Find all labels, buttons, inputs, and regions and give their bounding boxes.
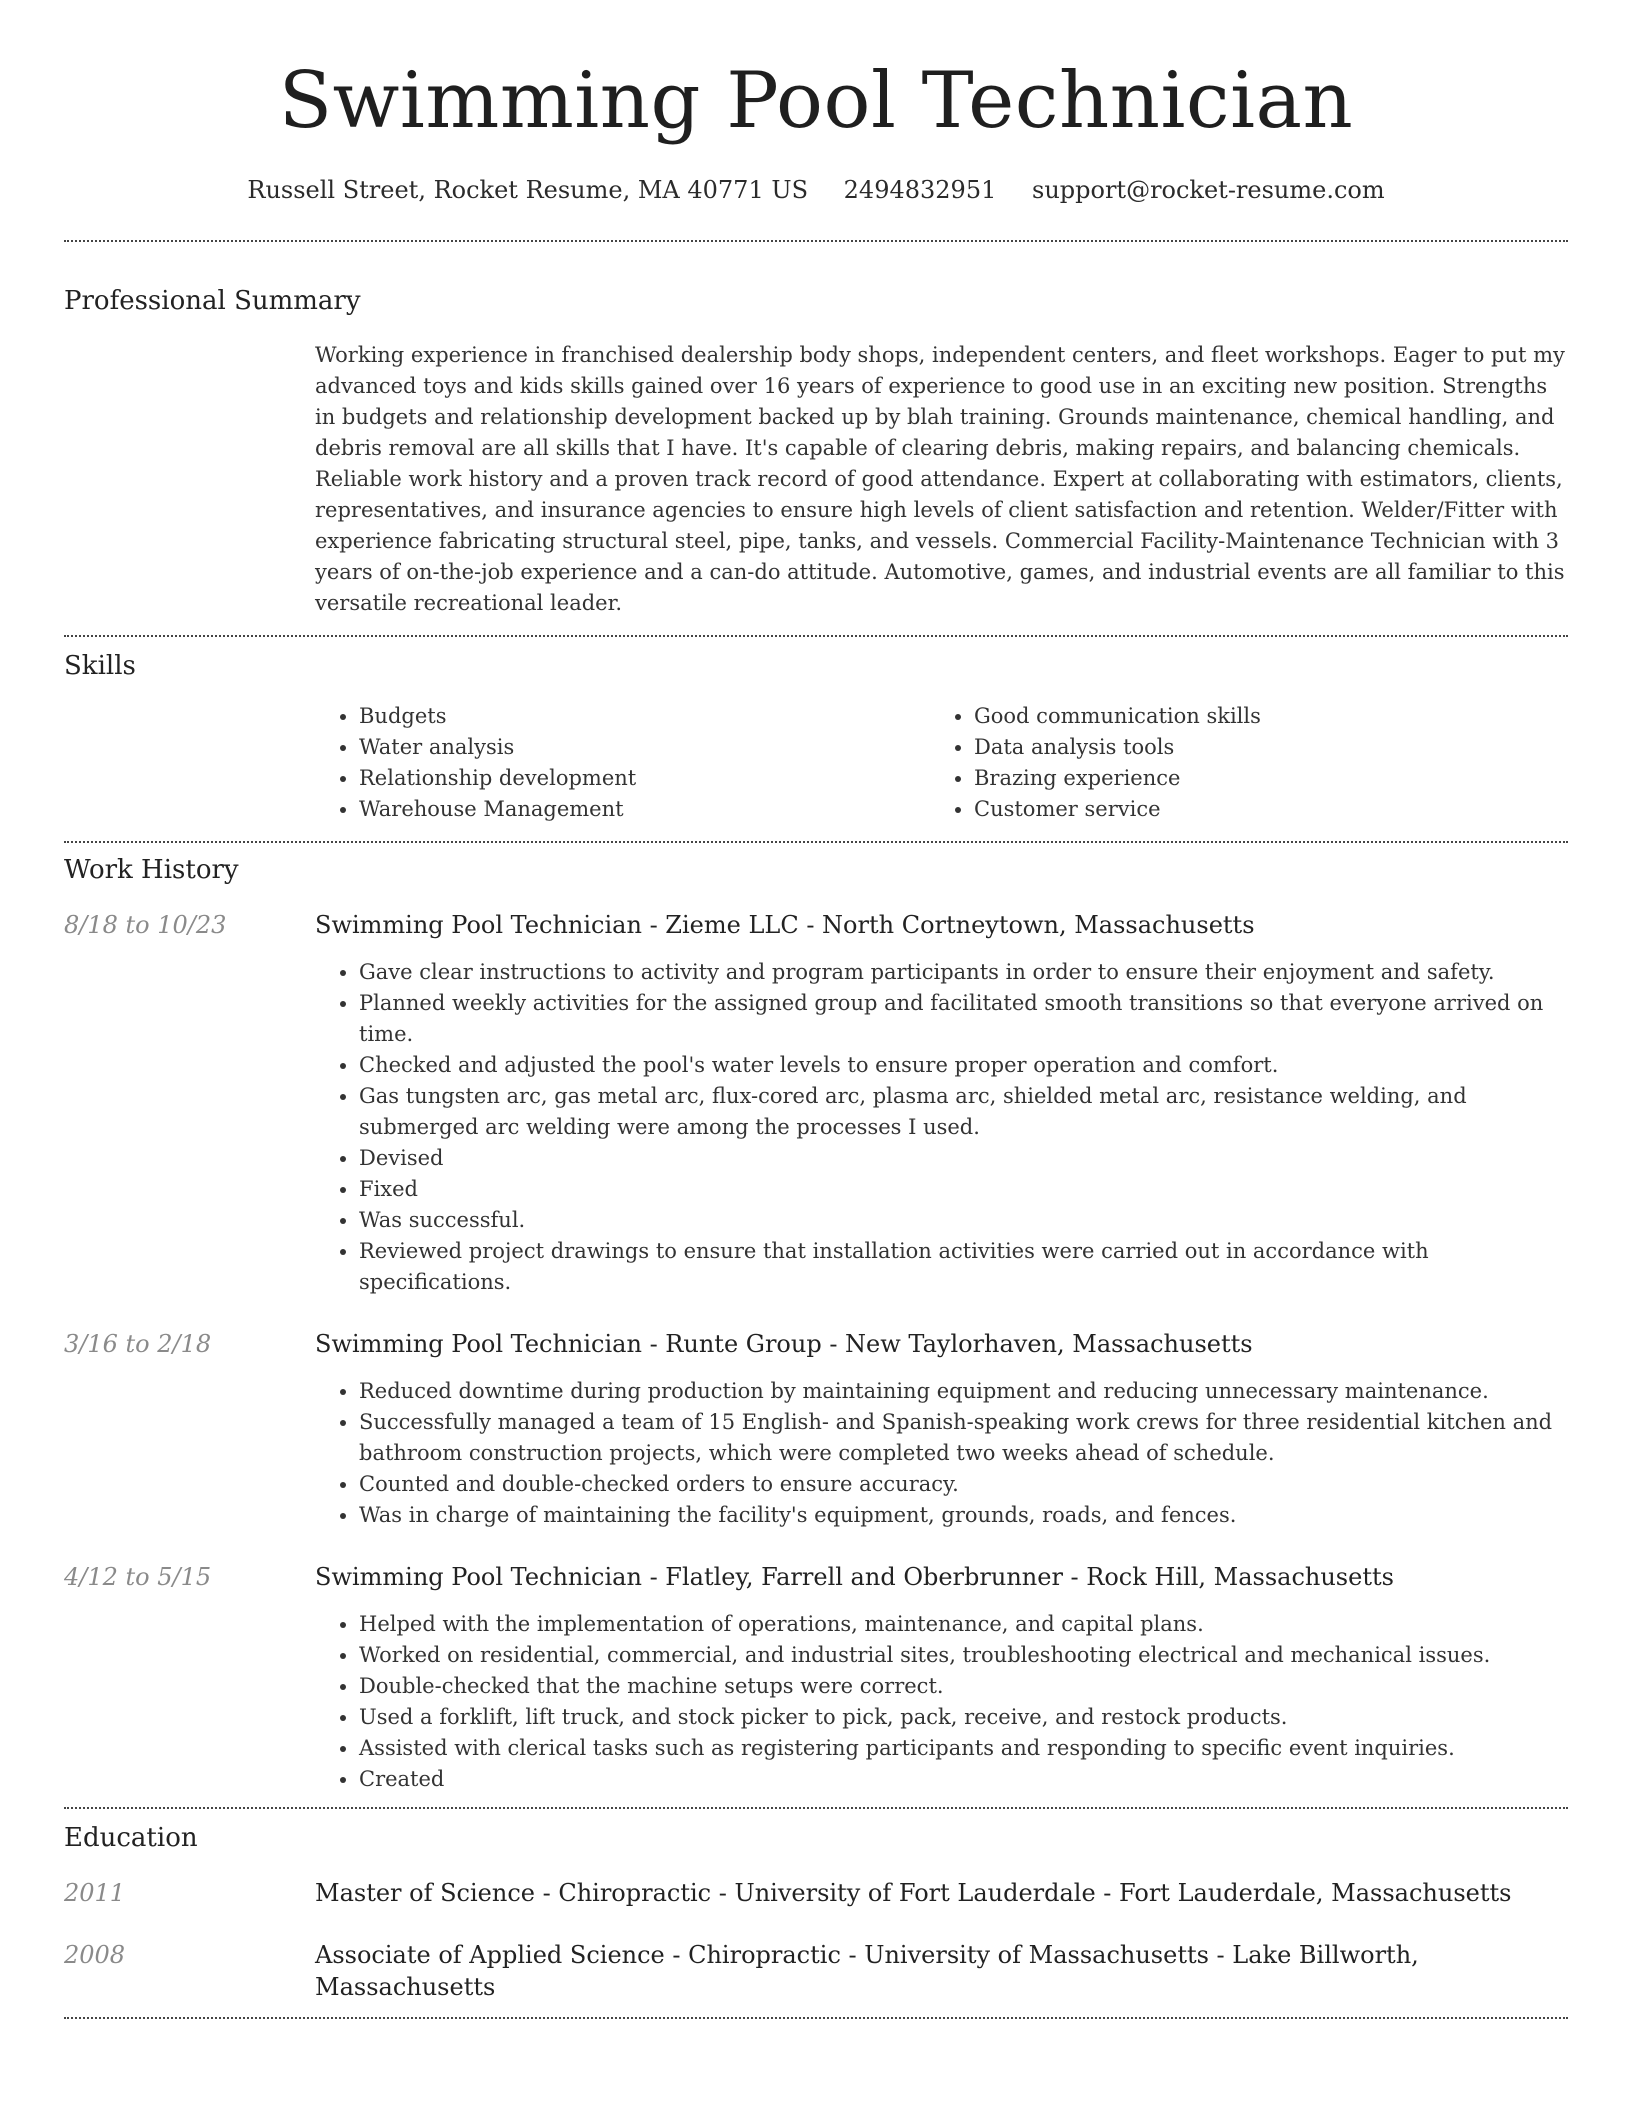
divider (64, 1807, 1568, 1809)
section-title-education: Education (64, 1823, 198, 1853)
contact-address: Russell Street, Rocket Resume, MA 40771 US (247, 176, 809, 204)
job-dates: 3/16 to 2/18 (64, 1330, 212, 1358)
resume-header (64, 0, 1568, 206)
divider (64, 2017, 1568, 2019)
job-bullet: • Planned weekly activities for the assigned group and facilitated smooth transitions so that everyone arrived on time. (359, 988, 1568, 1050)
section-title-summary: Professional Summary (64, 286, 361, 316)
job-dates: 8/18 to 10/23 (64, 911, 227, 939)
skills-column-left (315, 701, 930, 825)
job-bullet: • Reviewed project drawings to ensure that installation activities were carried out in accordance with specifications. (359, 1236, 1568, 1298)
job-heading: Swimming Pool Technician - Flatley, Farrell and Oberbrunner - Rock Hill, Massachusetts (315, 1563, 1394, 1591)
skill-item: • Good communication skills (974, 701, 1545, 732)
education-heading: Associate of Applied Science - Chiropractic - University of Massachusetts - Lake Billworth, Massachusetts (315, 1941, 1419, 2001)
education-year: 2008 (64, 1941, 126, 1969)
job-details (315, 1328, 1568, 1531)
job-bullet: • Devised (359, 1143, 1568, 1174)
job-entry (64, 1328, 1568, 1531)
job-details (315, 1561, 1568, 1795)
section-title-work-history: Work History (64, 855, 239, 885)
job-bullets (315, 1376, 1568, 1531)
divider (64, 841, 1568, 843)
job-bullet: • Fixed (359, 1174, 1568, 1205)
summary-text: Working experience in franchised dealership body shops, independent centers, and fleet workshops. Eager to put my advanced toys and kids skills gained over 16 years of experience to good use in an exciting new position. Strengths in budgets and relationship development backed up by blah training. Grounds maintenance, chemical handling, and debris removal are all skills that I have. It's capable of clearing debris, making repairs, and balancing chemicals. Reliable work history and a proven track record of good attendance. Expert at collaborating with estimators, clients, representatives, and insurance agencies to ensure high levels of client satisfaction and retention. Welder/Fitter with experience fabricating structural steel, pipe, tanks, and vessels. Commercial Facility-Maintenance Technician with 3 years of on-the-job experience and a can-do attitude. Automotive, games, and industrial events are all familiar to this versatile recreational leader. (315, 343, 1565, 615)
skill-item: • Data analysis tools (974, 732, 1545, 763)
skills-column-right (930, 701, 1545, 825)
job-bullets (315, 1609, 1568, 1795)
job-bullet: • Reduced downtime during production by maintaining equipment and reducing unnecessary maintenance. (359, 1376, 1568, 1407)
job-heading: Swimming Pool Technician - Runte Group - New Taylorhaven, Massachusetts (315, 1330, 1253, 1358)
skills-grid (315, 701, 1568, 825)
job-dates: 4/12 to 5/15 (64, 1563, 212, 1591)
candidate-name: Swimming Pool Technician (278, 56, 1354, 146)
divider (64, 635, 1568, 637)
job-bullet: • Successfully managed a team of 15 English- and Spanish-speaking work crews for three residential kitchen and bathroom construction projects, which were completed two weeks ahead of schedule. (359, 1407, 1568, 1469)
education-entry (64, 1939, 1568, 2003)
education-year: 2011 (64, 1879, 126, 1907)
job-bullet: • Used a forklift, lift truck, and stock picker to pick, pack, receive, and restock products. (359, 1702, 1568, 1733)
divider (64, 240, 1568, 242)
skill-item: • Water analysis (359, 732, 930, 763)
job-bullets (315, 957, 1568, 1298)
education-heading: Master of Science - Chiropractic - University of Fort Lauderdale - Fort Lauderdale, Massachusetts (315, 1879, 1512, 1907)
skill-item: • Brazing experience (974, 763, 1545, 794)
job-bullet: • Checked and adjusted the pool's water levels to ensure proper operation and comfort. (359, 1050, 1568, 1081)
job-entry (64, 1561, 1568, 1795)
contact-email: support@rocket-resume.com (1032, 176, 1385, 204)
job-bullet: • Created (359, 1764, 1568, 1795)
section-title-skills: Skills (64, 651, 136, 681)
job-bullet: • Was successful. (359, 1205, 1568, 1236)
job-bullet: • Helped with the implementation of operations, maintenance, and capital plans. (359, 1609, 1568, 1640)
skill-item: • Relationship development (359, 763, 930, 794)
skill-item: • Budgets (359, 701, 930, 732)
job-entry (64, 909, 1568, 1298)
job-bullet: • Was in charge of maintaining the facility's equipment, grounds, roads, and fences. (359, 1500, 1568, 1531)
skill-item: • Customer service (974, 794, 1545, 825)
job-bullet: • Gas tungsten arc, gas metal arc, flux-cored arc, plasma arc, shielded metal arc, resistance welding, and submerged arc welding were among the processes I used. (359, 1081, 1568, 1143)
contact-line (64, 174, 1568, 206)
job-details (315, 909, 1568, 1298)
job-heading: Swimming Pool Technician - Zieme LLC - North Cortneytown, Massachusetts (315, 911, 1255, 939)
education-entry (64, 1877, 1568, 1909)
skill-item: • Warehouse Management (359, 794, 930, 825)
job-bullet: • Assisted with clerical tasks such as registering participants and responding to specific event inquiries. (359, 1733, 1568, 1764)
job-bullet: • Worked on residential, commercial, and industrial sites, troubleshooting electrical and mechanical issues. (359, 1640, 1568, 1671)
contact-phone: 2494832951 (843, 176, 997, 204)
job-bullet: • Double-checked that the machine setups were correct. (359, 1671, 1568, 1702)
job-bullet: • Counted and double-checked orders to ensure accuracy. (359, 1469, 1568, 1500)
job-bullet: • Gave clear instructions to activity and program participants in order to ensure their enjoyment and safety. (359, 957, 1568, 988)
